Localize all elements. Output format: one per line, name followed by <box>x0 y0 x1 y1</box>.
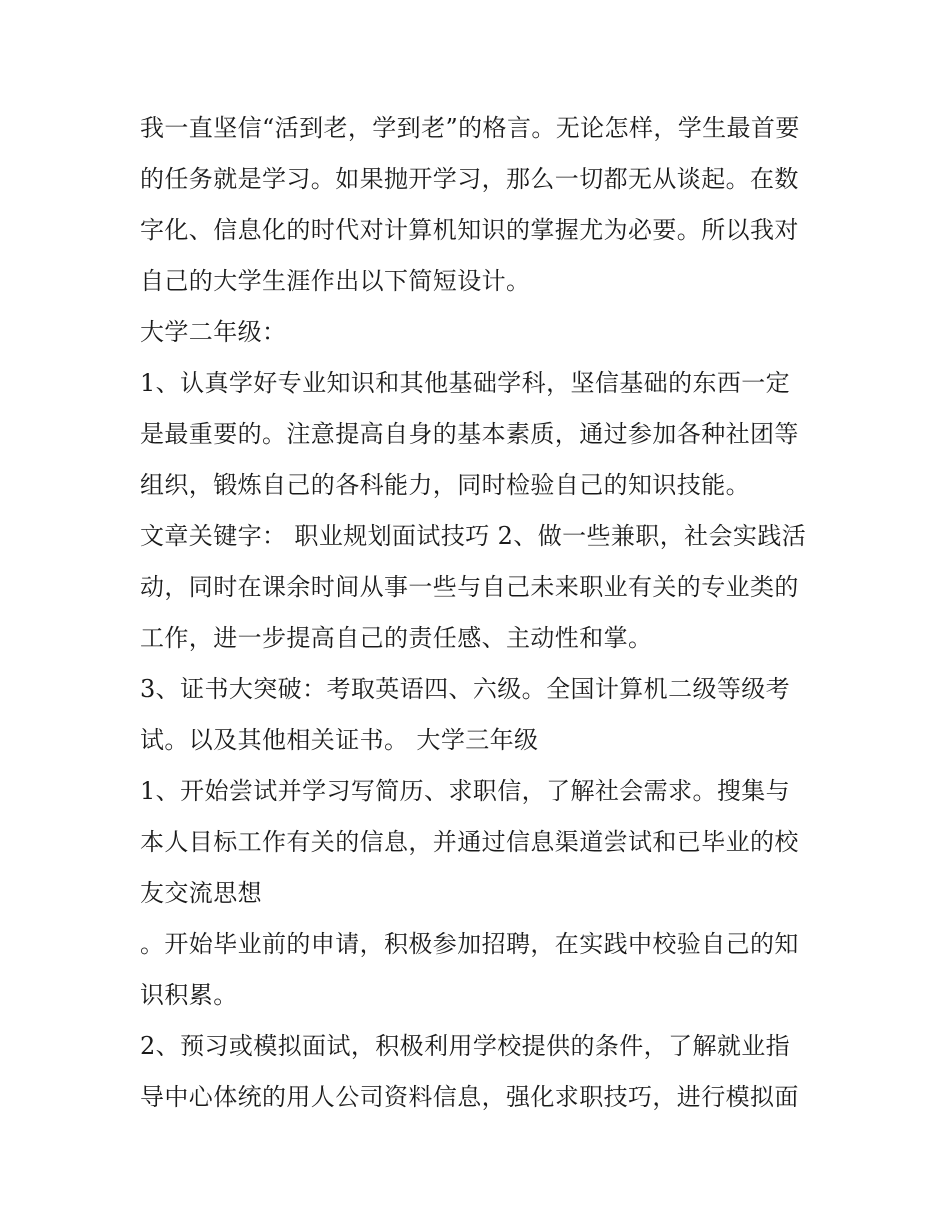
text-line: 友交流思想 <box>140 879 262 907</box>
text-line: 工作，进一步提高自己的责任感、主动性和掌。 <box>140 624 653 652</box>
text-line: 2、预习或模拟面试，积极利用学校提供的条件，了解就业指 <box>140 1032 791 1060</box>
text-line: 本人目标工作有关的信息，并通过信息渠道尝试和已毕业的校 <box>140 828 799 856</box>
text-line: 组织，锻炼自己的各科能力，同时检验自己的知识技能。 <box>140 471 750 499</box>
text-line: 的任务就是学习。如果抛开学习，那么一切都无从谈起。在数 <box>140 165 799 193</box>
text-line: 字化、信息化的时代对计算机知识的掌握尤为必要。所以我对 <box>140 216 799 244</box>
text-line: 是最重要的。注意提高自身的基本素质，通过参加各种社团等 <box>140 420 799 448</box>
text-line: 动，同时在课余时间从事一些与自己未来职业有关的专业类的 <box>140 573 799 601</box>
text-line: 试。以及其他相关证书。 大学三年级 <box>140 726 539 754</box>
text-line: 自己的大学生涯作出以下简短设计。 <box>140 267 531 295</box>
text-line: 导中心体统的用人公司资料信息，强化求职技巧，进行模拟面 <box>140 1083 799 1111</box>
text-line: 文章关键字： 职业规划面试技巧 2、做一些兼职，社会实践活 <box>140 522 807 550</box>
text-line: 3、证书大突破：考取英语四、六级。全国计算机二级等级考 <box>140 675 791 703</box>
text-line: 我一直坚信“活到老，学到老”的格言。无论怎样，学生最首要 <box>140 114 800 142</box>
text-line: 1、开始尝试并学习写简历、求职信，了解社会需求。搜集与 <box>140 777 791 805</box>
text-line: 识积累。 <box>140 981 238 1009</box>
text-line: 1、认真学好专业知识和其他基础学科，坚信基础的东西一定 <box>140 369 791 397</box>
text-line: 。开始毕业前的申请，积极参加招聘，在实践中校验自己的知 <box>140 930 799 958</box>
section-heading: 大学二年级： <box>140 318 287 346</box>
